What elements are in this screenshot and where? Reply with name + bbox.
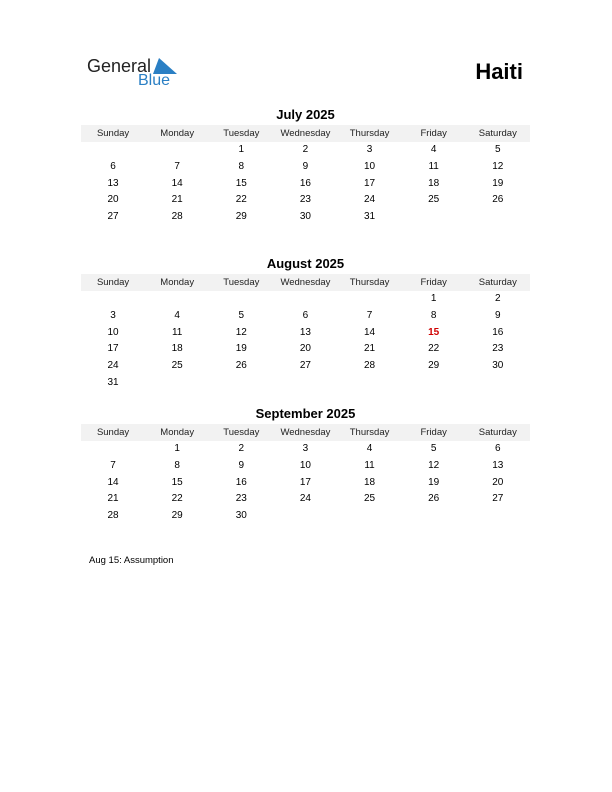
day-cell: 22 (171, 493, 183, 505)
day-cell: 5 (430, 443, 437, 454)
weekday-tuesday: Tuesday (223, 128, 260, 139)
month-september (81, 405, 530, 525)
day-cell: 12 (492, 160, 504, 172)
day-cell: 9 (302, 160, 309, 172)
empty-day-cell (273, 508, 337, 525)
day-cell: 15 (171, 476, 183, 488)
empty-day-cell (145, 291, 209, 308)
weekday-friday: Friday (420, 277, 447, 288)
day-cell: 1 (238, 144, 245, 155)
day-cell: 8 (430, 309, 437, 321)
week-row (81, 308, 530, 325)
week-row (81, 475, 530, 492)
day-cell: 22 (428, 343, 440, 355)
day-cell: 31 (364, 211, 376, 223)
day-cell: 5 (495, 144, 501, 155)
day-cell: 7 (174, 160, 180, 172)
week-row (81, 209, 530, 226)
day-cell: 6 (495, 443, 501, 454)
holiday-note: Aug 15: Assumption (89, 555, 174, 566)
day-cell: 26 (492, 194, 504, 206)
day-cell: 9 (495, 309, 501, 321)
day-cell: 18 (428, 177, 440, 189)
week-row (81, 441, 530, 458)
day-cell: 16 (492, 326, 504, 338)
week-row (81, 458, 530, 475)
empty-day-cell (338, 375, 402, 392)
weekday-thursday: Thursday (349, 277, 390, 288)
day-cell: 6 (110, 160, 116, 172)
month-august (81, 255, 530, 392)
weekday-wednesday: Wednesday (280, 427, 331, 438)
day-cell: 21 (171, 194, 183, 206)
day-cell: 23 (235, 493, 247, 505)
logo-blue-text: Blue (138, 72, 171, 89)
day-cell: 1 (174, 443, 180, 454)
weekday-header (81, 125, 530, 142)
day-cell: 2 (302, 144, 309, 155)
month-title: September 2025 (255, 406, 356, 421)
week-row (81, 508, 530, 525)
month-title: August 2025 (266, 256, 345, 271)
day-cell: 3 (110, 309, 116, 321)
day-cell: 10 (299, 459, 311, 471)
day-cell: 16 (299, 177, 311, 189)
month-grid (81, 291, 530, 392)
day-cell: 11 (364, 459, 375, 471)
weekday-sunday: Sunday (96, 427, 130, 438)
empty-day-cell (402, 209, 466, 226)
day-cell: 30 (492, 360, 504, 372)
day-cell: 24 (107, 360, 119, 372)
day-cell: 26 (428, 493, 440, 505)
day-cell: 28 (364, 360, 376, 372)
empty-day-cell (273, 291, 337, 308)
day-cell: 13 (107, 177, 119, 189)
day-cell: 17 (364, 177, 376, 189)
day-cell: 13 (492, 459, 504, 471)
day-cell: 29 (235, 211, 247, 223)
empty-day-cell (402, 508, 466, 525)
day-cell: 26 (235, 360, 247, 372)
day-cell: 18 (364, 476, 376, 488)
weekday-saturday: Saturday (478, 427, 517, 438)
weekday-monday: Monday (160, 427, 195, 438)
day-cell: 31 (107, 376, 119, 388)
day-cell: 2 (238, 443, 245, 454)
country-title: Haiti (475, 59, 523, 84)
day-cell: 25 (364, 493, 376, 505)
empty-day-cell (338, 508, 402, 525)
logo-general-text: General (87, 56, 152, 76)
day-cell: 9 (238, 459, 245, 471)
weekday-friday: Friday (420, 128, 447, 139)
day-cell: 16 (235, 476, 247, 488)
day-cell: 14 (364, 326, 376, 338)
day-cell: 11 (428, 160, 439, 172)
empty-day-cell (81, 142, 145, 159)
day-cell: 6 (302, 309, 309, 321)
day-cell: 3 (366, 144, 373, 155)
week-row (81, 358, 530, 375)
day-cell: 12 (428, 459, 440, 471)
week-row (81, 375, 530, 392)
weekday-monday: Monday (160, 128, 195, 139)
weekday-wednesday: Wednesday (280, 128, 331, 139)
day-cell: 30 (299, 211, 311, 223)
day-cell: 21 (364, 343, 376, 355)
empty-day-cell (209, 291, 273, 308)
day-cell: 19 (428, 476, 440, 488)
day-cell: 10 (364, 160, 376, 172)
day-cell: 23 (299, 194, 311, 206)
holiday-notes (89, 555, 174, 566)
logo (87, 56, 187, 92)
month-july (81, 106, 530, 226)
week-row (81, 291, 530, 308)
empty-day-cell (402, 375, 466, 392)
empty-day-cell (466, 209, 530, 226)
weekday-sunday: Sunday (96, 128, 130, 139)
day-cell: 25 (428, 194, 440, 206)
weekday-friday: Friday (420, 427, 447, 438)
weekday-thursday: Thursday (349, 128, 390, 139)
day-cell: 29 (171, 510, 183, 522)
day-cell: 23 (492, 343, 504, 355)
day-cell: 24 (299, 493, 311, 505)
weekday-sunday: Sunday (96, 277, 130, 288)
day-cell: 20 (299, 343, 311, 355)
day-cell: 7 (110, 459, 116, 471)
empty-day-cell (466, 508, 530, 525)
weekday-tuesday: Tuesday (223, 277, 260, 288)
day-cell: 14 (171, 177, 183, 189)
day-cell: 8 (174, 459, 180, 471)
day-cell: 12 (235, 326, 247, 338)
month-title: July 2025 (276, 107, 335, 122)
day-cell: 27 (492, 493, 504, 505)
weekday-header (81, 274, 530, 291)
day-cell: 2 (495, 293, 501, 304)
day-cell: 27 (299, 360, 311, 372)
day-cell: 4 (366, 443, 373, 454)
month-grid (81, 142, 530, 226)
week-row (81, 192, 530, 209)
week-row (81, 142, 530, 159)
day-cell: 10 (107, 326, 119, 338)
day-cell: 22 (235, 194, 247, 206)
day-cell: 19 (492, 177, 504, 189)
weekday-thursday: Thursday (349, 427, 390, 438)
month-grid (81, 441, 530, 525)
weekday-tuesday: Tuesday (223, 427, 260, 438)
week-row (81, 491, 530, 508)
day-cell: 14 (107, 476, 119, 488)
week-row (81, 159, 530, 176)
day-cell: 28 (171, 211, 183, 223)
day-cell: 8 (238, 160, 245, 172)
day-cell: 1 (430, 293, 437, 304)
day-cell: 17 (299, 476, 311, 488)
empty-day-cell (81, 441, 145, 458)
week-row (81, 325, 530, 342)
day-cell: 19 (235, 343, 247, 355)
week-row (81, 176, 530, 193)
empty-day-cell (81, 291, 145, 308)
day-cell: 21 (107, 493, 119, 505)
day-cell: 20 (107, 194, 119, 206)
day-cell: 24 (364, 194, 376, 206)
empty-day-cell (209, 375, 273, 392)
day-cell: 15 (235, 177, 247, 189)
day-cell: 18 (171, 343, 183, 355)
day-cell: 29 (428, 360, 440, 372)
day-cell: 4 (174, 309, 180, 321)
day-cell: 25 (171, 360, 183, 372)
day-cell: 11 (171, 326, 183, 338)
day-cell: 28 (107, 510, 119, 522)
empty-day-cell (145, 375, 209, 392)
day-cell: 27 (107, 211, 119, 223)
empty-day-cell (273, 375, 337, 392)
empty-day-cell (145, 142, 209, 159)
day-cell: 3 (302, 443, 309, 454)
weekday-saturday: Saturday (478, 277, 517, 288)
day-cell: 7 (366, 309, 373, 321)
day-cell: 5 (238, 309, 245, 321)
weekday-header (81, 424, 530, 441)
weekday-monday: Monday (160, 277, 195, 288)
week-row (81, 341, 530, 358)
weekday-wednesday: Wednesday (280, 277, 331, 288)
day-cell: 13 (299, 326, 311, 338)
day-cell: 30 (235, 510, 247, 522)
day-cell: 17 (107, 343, 119, 355)
empty-day-cell (338, 291, 402, 308)
day-cell: 4 (430, 144, 437, 155)
weekday-saturday: Saturday (478, 128, 517, 139)
empty-day-cell (466, 375, 530, 392)
holiday-day-cell: 15 (428, 326, 440, 338)
day-cell: 20 (492, 476, 504, 488)
